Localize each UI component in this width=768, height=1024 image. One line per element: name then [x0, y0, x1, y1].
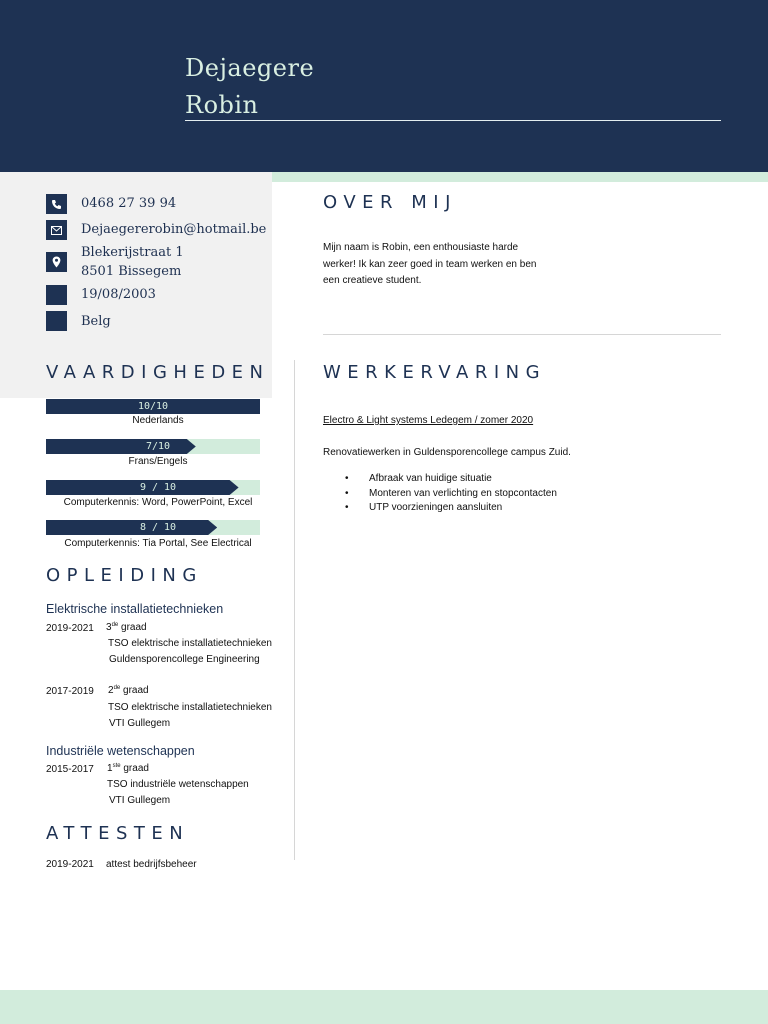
job-task: • Monteren van verlichting en stopcontacten — [345, 487, 557, 502]
education-title: OPLEIDING — [46, 565, 203, 586]
name-first-line: Dejaegere — [185, 54, 315, 82]
location-icon — [46, 252, 67, 272]
name-second-line: Robin — [185, 91, 259, 119]
about-text: Mijn naam is Robin, een enthousiaste harde werker! Ik kan zeer goed in team werken en ben een creatieve student. — [323, 242, 537, 286]
contact-phone: 0468 27 39 94 — [81, 196, 177, 211]
skill-label: Frans/Engels — [128, 456, 188, 467]
job-description: Renovatiewerken in Guldensporencollege campus Zuid. — [323, 447, 571, 458]
contact-nationality: Belg — [81, 314, 111, 329]
education-years: 2019-2021 — [46, 623, 94, 634]
calendar-icon — [46, 285, 67, 305]
contact-address-line2: 8501 Bissegem — [81, 264, 182, 279]
certificate-name: attest bedrijfsbeheer — [106, 859, 197, 870]
job-task: • Afbraak van huidige situatie — [345, 472, 557, 487]
certificate-years: 2019-2021 — [46, 859, 94, 870]
accent-strip — [272, 172, 768, 182]
column-divider — [294, 360, 295, 860]
skill-label: Computerkennis: Word, PowerPoint, Excel — [63, 497, 253, 508]
skill-score: 7/10 — [145, 441, 171, 452]
skill-score: 9 / 10 — [139, 482, 177, 493]
work-title: WERKERVARING — [323, 362, 547, 383]
education-line: TSO industriële wetenschappen — [107, 779, 249, 790]
contact-address-line1: Blekerijstraat 1 — [81, 245, 184, 260]
flag-icon — [46, 311, 67, 331]
skill-label: Nederlands — [132, 415, 184, 426]
education-line: TSO elektrische installatietechnieken — [108, 638, 272, 649]
skill-label: Computerkennis: Tia Portal, See Electrical — [64, 538, 252, 549]
header-banner — [0, 0, 768, 172]
job-task: • UTP voorzieningen aansluiten — [345, 501, 557, 516]
education-group-heading: Industriële wetenschappen — [46, 744, 195, 758]
job-title: Electro & Light systems Ledegem / zomer 2020 — [323, 415, 534, 426]
education-grade: 1ste graad — [107, 763, 149, 774]
skill-score: 8 / 10 — [139, 522, 177, 533]
contact-birthdate: 19/08/2003 — [81, 287, 156, 302]
education-years: 2017-2019 — [46, 686, 94, 697]
about-title: OVER MIJ — [323, 192, 457, 213]
name-underline — [185, 120, 721, 121]
about-divider — [323, 334, 721, 335]
education-line: VTI Gullegem — [109, 795, 171, 806]
education-group-heading: Elektrische installatietechnieken — [46, 602, 224, 616]
education-grade: 2de graad — [108, 685, 149, 696]
education-grade: 3de graad — [106, 622, 147, 633]
job-task-list — [345, 472, 557, 516]
email-icon — [46, 220, 67, 240]
education-line: VTI Gullegem — [109, 718, 171, 729]
education-line: TSO elektrische installatietechnieken — [108, 702, 272, 713]
contact-email: Dejaegererobin@hotmail.be — [81, 222, 267, 237]
skill-score: 10/10 — [137, 401, 169, 412]
education-line: Guldensporencollege Engineering — [109, 654, 260, 665]
skills-title: VAARDIGHEDEN — [46, 362, 270, 383]
footer-band — [0, 990, 768, 1024]
certificates-title: ATTESTEN — [46, 823, 190, 844]
phone-icon — [46, 194, 67, 214]
education-years: 2015-2017 — [46, 764, 94, 775]
